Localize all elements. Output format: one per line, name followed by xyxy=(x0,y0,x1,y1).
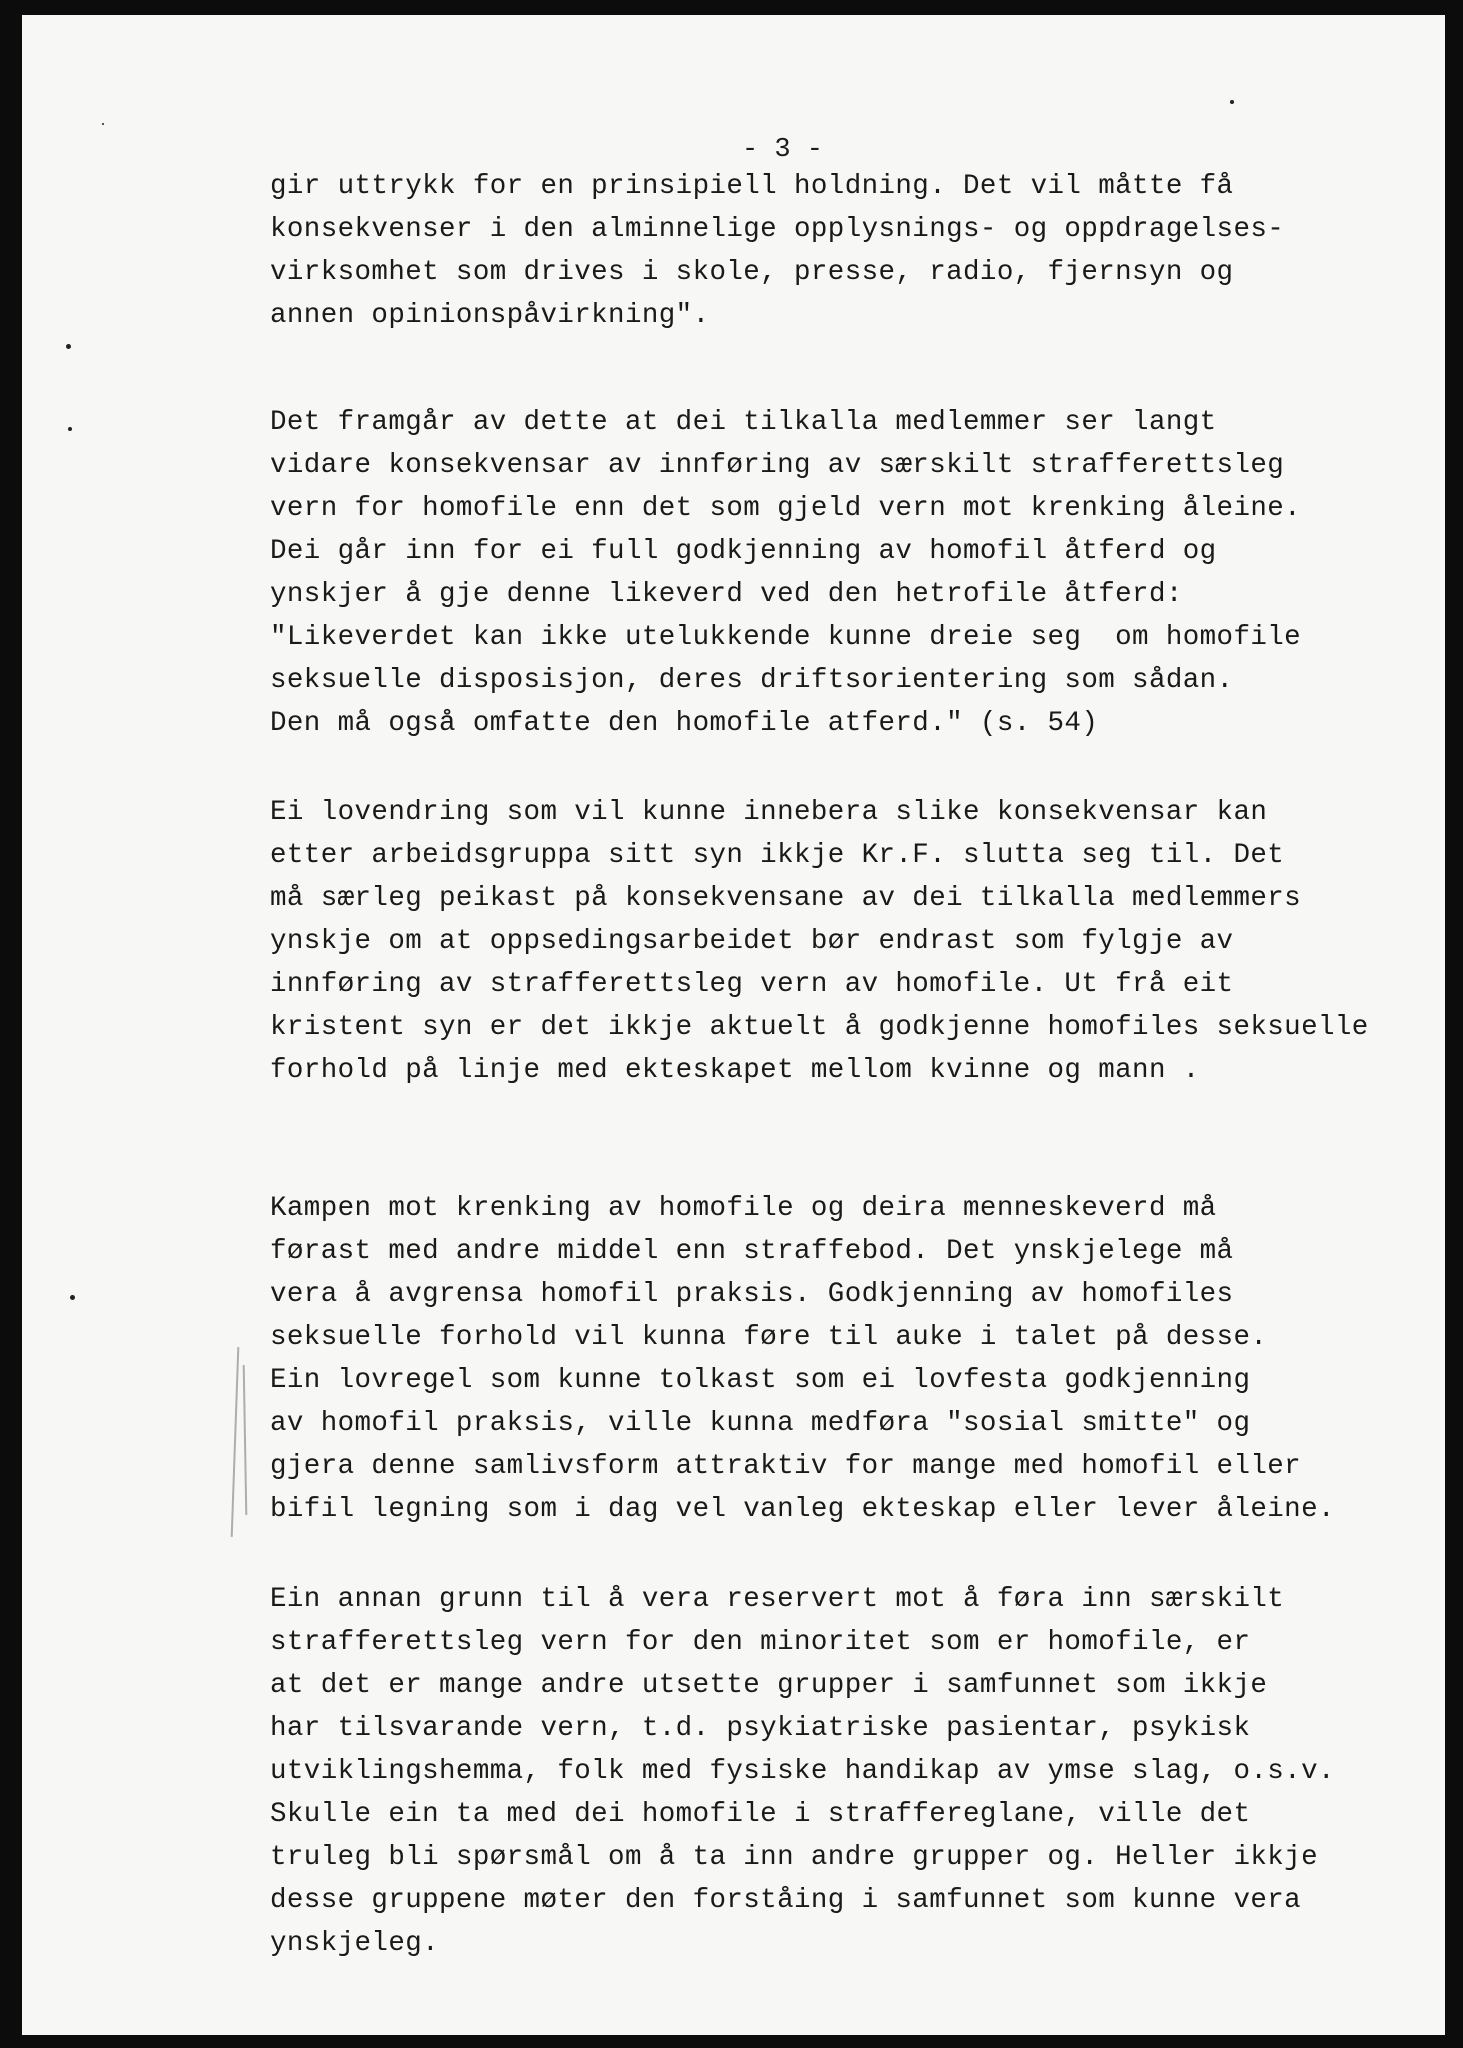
text-line: konsekvenser i den alminnelige opplysnings- og oppdragelses- xyxy=(270,214,1285,245)
scan-speck xyxy=(66,344,71,349)
text-line: forhold på linje med ekteskapet mellom kvinne og mann . xyxy=(270,1055,1200,1086)
text-line: seksuelle forhold vil kunna føre til auke i talet på desse. xyxy=(270,1322,1268,1353)
scan-speck xyxy=(68,427,72,431)
scan-speck xyxy=(70,1295,75,1300)
text-line: desse gruppene møter den forståing i samfunnet som kunne vera xyxy=(270,1885,1302,1916)
text-line: vera å avgrensa homofil praksis. Godkjenning av homofiles xyxy=(270,1279,1234,1310)
paragraph-5 xyxy=(270,1578,1430,1965)
text-line: vern for homofile enn det som gjeld vern mot krenking åleine. xyxy=(270,493,1302,524)
text-line: har tilsvarande vern, t.d. psykiatriske pasientar, psykisk xyxy=(270,1713,1251,1744)
text-line: kristent syn er det ikkje aktuelt å godkjenne homofiles seksuelle xyxy=(270,1012,1369,1043)
scan-speck xyxy=(1230,100,1234,104)
text-line: Skulle ein ta med dei homofile i straffereglane, ville det xyxy=(270,1799,1251,1830)
text-line: Dei går inn for ei full godkjenning av homofil åtferd og xyxy=(270,536,1217,567)
paragraph-1 xyxy=(270,165,1430,337)
text-line: etter arbeidsgruppa sitt syn ikkje Kr.F. slutta seg til. Det xyxy=(270,840,1285,871)
text-line: virksomhet som drives i skole, presse, radio, fjernsyn og xyxy=(270,257,1234,288)
text-line: at det er mange andre utsette grupper i samfunnet som ikkje xyxy=(270,1670,1268,1701)
text-line: truleg bli spørsmål om å ta inn andre grupper og. Heller ikkje xyxy=(270,1842,1318,1873)
pencil-margin-line xyxy=(243,1365,248,1515)
text-line: gjera denne samlivsform attraktiv for mange med homofil eller xyxy=(270,1451,1302,1482)
text-line: ynskje om at oppsedingsarbeidet bør endrast som fylgje av xyxy=(270,926,1234,957)
text-line: innføring av strafferettsleg vern av homofile. Ut frå eit xyxy=(270,969,1234,1000)
text-line: bifil legning som i dag vel vanleg ekteskap eller lever åleine. xyxy=(270,1494,1335,1525)
page-number: - 3 - xyxy=(742,135,824,165)
scan-speck xyxy=(102,123,104,125)
text-line: av homofil praksis, ville kunna medføra "sosial smitte" og xyxy=(270,1408,1251,1439)
paragraph-2 xyxy=(270,401,1430,745)
text-line: utviklingshemma, folk med fysiske handikap av ymse slag, o.s.v. xyxy=(270,1756,1335,1787)
text-line: førast med andre middel enn straffebod. Det ynskjelege må xyxy=(270,1236,1234,1267)
text-line: Ein lovregel som kunne tolkast som ei lovfesta godkjenning xyxy=(270,1365,1251,1396)
document-page xyxy=(22,15,1445,2035)
pencil-margin-line xyxy=(231,1347,240,1537)
paragraph-3 xyxy=(270,791,1430,1092)
text-line: ynskjer å gje denne likeverd ved den hetrofile åtferd: xyxy=(270,579,1183,610)
text-line: "Likeverdet kan ikke utelukkende kunne dreie seg om homofile xyxy=(270,622,1302,653)
text-line: ynskjeleg. xyxy=(270,1928,440,1959)
text-line: må særleg peikast på konsekvensane av dei tilkalla medlemmers xyxy=(270,883,1302,914)
text-line: Kampen mot krenking av homofile og deira menneskeverd må xyxy=(270,1193,1217,1224)
paragraph-4 xyxy=(270,1187,1430,1531)
text-line: seksuelle disposisjon, deres driftsorientering som sådan. xyxy=(270,665,1234,696)
text-line: Det framgår av dette at dei tilkalla medlemmer ser langt xyxy=(270,407,1217,438)
text-line: Ein annan grunn til å vera reservert mot å føra inn særskilt xyxy=(270,1584,1285,1615)
text-line: strafferettsleg vern for den minoritet som er homofile, er xyxy=(270,1627,1251,1658)
text-line: vidare konsekvensar av innføring av særskilt strafferettsleg xyxy=(270,450,1285,481)
text-line: Ei lovendring som vil kunne innebera slike konsekvensar kan xyxy=(270,797,1268,828)
text-line: Den må også omfatte den homofile atferd." (s. 54) xyxy=(270,708,1099,739)
text-line: gir uttrykk for en prinsipiell holdning. Det vil måtte få xyxy=(270,171,1234,202)
text-line: annen opinionspåvirkning". xyxy=(270,300,710,331)
